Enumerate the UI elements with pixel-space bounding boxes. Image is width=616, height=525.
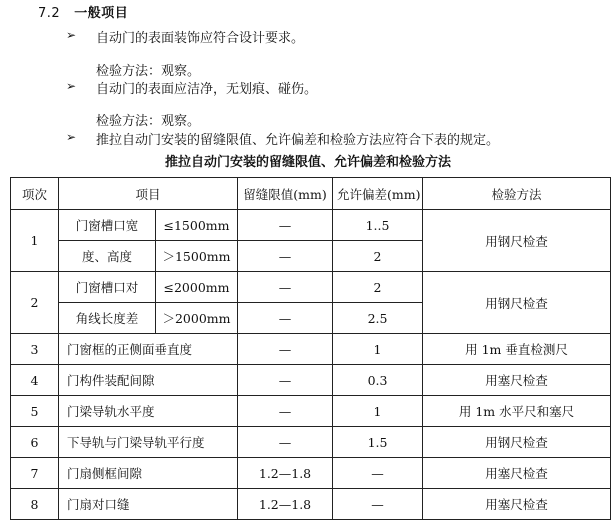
table-row: [11, 458, 611, 489]
bullet-arrow-icon: ➢: [66, 28, 77, 42]
table-row: [11, 396, 611, 427]
row-gap: —: [238, 427, 333, 458]
table-row: [11, 365, 611, 396]
bullet-arrow-icon: ➢: [66, 79, 77, 93]
row-item: 门窗框的正侧面垂直度: [59, 334, 238, 365]
row-item: 门构件装配间隙: [59, 365, 238, 396]
table-header-row: [11, 178, 611, 210]
row-condition: ＞1500mm: [156, 241, 238, 272]
row-item: 门扇对口缝: [59, 489, 238, 520]
row-no: 1: [11, 210, 59, 272]
row-condition: ≤1500mm: [156, 210, 238, 241]
row-method: 用钢尺检查: [423, 210, 611, 272]
row-method: 用钢尺检查: [423, 272, 611, 334]
table-title: 推拉自动门安装的留缝限值、允许偏差和检验方法: [164, 155, 451, 170]
row-method: 用塞尺检查: [423, 489, 611, 520]
section-title: 一般项目: [74, 6, 129, 21]
item-text: 推拉自动门安装的留缝限值、允许偏差和检验方法应符合下表的规定。: [96, 133, 500, 148]
bullet-arrow-icon: ➢: [66, 130, 77, 144]
row-tolerance: 2: [333, 272, 423, 303]
row-tolerance: 0.3: [333, 365, 423, 396]
row-condition: ≤2000mm: [156, 272, 238, 303]
section-number: 7.2: [38, 6, 61, 21]
row-tolerance: —: [333, 458, 423, 489]
item-text: 自动门的表面装饰应符合设计要求。: [96, 31, 305, 46]
row-method: 用 1m 垂直检测尺: [423, 334, 611, 365]
row-gap: —: [238, 210, 333, 241]
item-method: 检验方法：观察。: [96, 114, 201, 129]
row-item: 下导轨与门梁导轨平行度: [59, 427, 238, 458]
row-gap: 1.2—1.8: [238, 489, 333, 520]
row-tolerance: 2: [333, 241, 423, 272]
row-tolerance: —: [333, 489, 423, 520]
row-gap: —: [238, 334, 333, 365]
row-tolerance: 1.5: [333, 427, 423, 458]
header-no: 项次: [11, 178, 59, 210]
row-item-line1: 门窗槽口宽: [59, 210, 156, 241]
row-tolerance: 1: [333, 396, 423, 427]
row-no: 4: [11, 365, 59, 396]
row-condition: ＞2000mm: [156, 303, 238, 334]
table-row: [11, 489, 611, 520]
item-method: 检验方法：观察。: [96, 64, 201, 79]
row-gap: —: [238, 241, 333, 272]
header-item: 项目: [59, 178, 238, 210]
row-gap: —: [238, 365, 333, 396]
row-item-line1: 门窗槽口对: [59, 272, 156, 303]
row-gap: —: [238, 303, 333, 334]
section-heading: [38, 2, 128, 21]
row-gap: 1.2—1.8: [238, 458, 333, 489]
row-no: 5: [11, 396, 59, 427]
row-gap: —: [238, 396, 333, 427]
tolerance-table: [10, 177, 611, 520]
row-item-line2: 度、高度: [59, 241, 156, 272]
row-item: 门扇侧框间隙: [59, 458, 238, 489]
row-tolerance: 1..5: [333, 210, 423, 241]
row-method: 用塞尺检查: [423, 365, 611, 396]
header-tolerance: 允许偏差(mm): [333, 178, 423, 210]
row-method: 用 1m 水平尺和塞尺: [423, 396, 611, 427]
table-row: [11, 272, 611, 303]
row-method: 用钢尺检查: [423, 427, 611, 458]
header-method: 检验方法: [423, 178, 611, 210]
row-no: 7: [11, 458, 59, 489]
row-item-line2: 角线长度差: [59, 303, 156, 334]
row-no: 2: [11, 272, 59, 334]
item-text: 自动门的表面应洁净，无划痕、碰伤。: [96, 82, 318, 97]
table-row: [11, 427, 611, 458]
header-gap: 留缝限值(mm): [238, 178, 333, 210]
row-no: 6: [11, 427, 59, 458]
row-item: 门梁导轨水平度: [59, 396, 238, 427]
row-tolerance: 1: [333, 334, 423, 365]
row-no: 8: [11, 489, 59, 520]
row-no: 3: [11, 334, 59, 365]
table-row: [11, 334, 611, 365]
row-gap: —: [238, 272, 333, 303]
row-tolerance: 2.5: [333, 303, 423, 334]
table-row: [11, 210, 611, 241]
row-method: 用塞尺检查: [423, 458, 611, 489]
